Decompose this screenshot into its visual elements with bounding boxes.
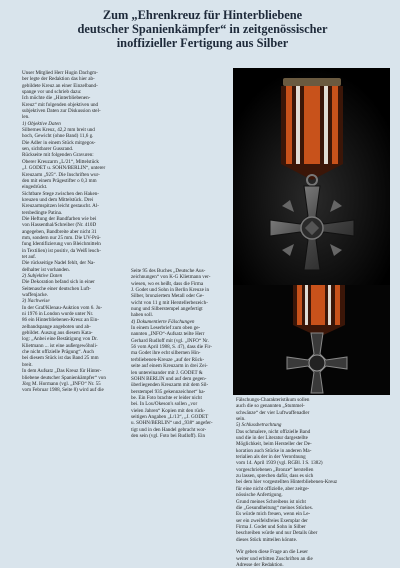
text-line: bei dem hier vorgestellten Hinterbliebenen-Kreuz <box>236 479 338 486</box>
text-line: nung und Silberstempel angefertigt <box>131 306 203 313</box>
text-line: 56 vom April 1988, S. 47), dass die Fir- <box>131 344 212 351</box>
text-line: Unser Mitglied Herr Hugin Dachgm- <box>22 70 98 76</box>
text-line: Rückseite mit folgenden Gravuren: <box>22 152 94 159</box>
text-line: vorgeschriebenen „Bronze“ herstellen <box>236 466 314 473</box>
medal-front-illustration <box>233 68 390 285</box>
text-line: seite auf einem Kreuzarm in drei Zei- <box>131 363 208 370</box>
text-line: Silbernes Kreuz, 42,2 mm breit und <box>22 127 95 134</box>
medal-photo-reverse <box>233 285 390 395</box>
text-line: waffenjacke. <box>22 292 49 299</box>
text-line: tet auf. <box>22 253 37 260</box>
text-line: fung Identifizierung von Bleichmitteln <box>22 241 101 248</box>
text-line: Silber, bronziertem Metall oder Ge- <box>131 293 204 300</box>
title-line-3: inoffizieller Fertigung aus Silber <box>116 36 289 50</box>
text-line: tersbedingte Patina. <box>22 209 63 216</box>
text-line: In der Graf/Klenau-Auktion vom 6. Ju- <box>22 304 103 311</box>
text-line: von Hassenthal/Schreiber (Nr. 410D <box>22 222 97 229</box>
text-line: tigt und in den Handel gebracht wor- <box>131 426 207 433</box>
text-line: ser ein zweifelsfreies Exemplar der <box>236 517 308 524</box>
text-line: terbliebenen-Kreuze „auf der Rück- <box>131 356 205 363</box>
text-column-2 <box>131 268 229 439</box>
text-line: Die Heftung der Bandfarben wie bei <box>22 215 97 222</box>
text-line: ni 1976 in London wurde unter Nr. <box>22 311 94 318</box>
text-line: In dem Aufsatz „Das Kreuz für Hinter- <box>22 368 102 375</box>
ribbon-front <box>281 86 343 180</box>
text-line: spange vor und schrieb dazu: <box>22 89 82 96</box>
text-line: J. Godet und Sohn in Berlin Kreuze in <box>131 287 210 294</box>
text-line: Seite 95 des Buches „Deutsche Aus- <box>131 268 206 274</box>
title-line-1: Zum „Ehrenkreuz für Hinterbliebene <box>102 8 303 22</box>
text-line: haben soll. <box>131 312 154 319</box>
text-line: wicht von 11 g mit Herstellerbezeich- <box>131 299 208 306</box>
text-line: Kreuzarmspitzen leicht gestaucht. Al- <box>22 203 99 210</box>
text-line: beschreiben würde und nur Details über <box>236 530 318 537</box>
text-line: Ich möchte die „Hinterbliebenen- <box>22 95 91 102</box>
text-line: bliebene deutscher Spanienkämpfer“ von <box>22 374 106 381</box>
text-line: SOHN BERLIN und auf dem gegen- <box>131 375 207 382</box>
text-column-1 <box>22 70 126 394</box>
text-line: auch die so genannten „Stummel- <box>236 403 305 410</box>
text-line: gebildet. Auszug aus diesem Kata- <box>22 330 93 337</box>
text-line: mm, sondern nur 25 mm. Die UV-Prü- <box>22 234 101 241</box>
text-line: Wir geben diese Frage an die Leser <box>236 549 308 556</box>
text-line: sen, sichtbarer Gussrand. <box>22 146 74 153</box>
text-line: 3) Nachweise <box>22 298 50 305</box>
text-line: die „Gesundheitung“ meines Stückes. <box>236 504 313 511</box>
text-line: bei diesem Stück ist das Band 25 mm <box>22 355 99 362</box>
text-line: vielen Jahren“ Kopien mit den rück- <box>131 407 206 414</box>
text-line: nannten „INFO“-Aufsatz teilte Herr <box>131 331 205 338</box>
text-line: Grund meines Schreibens ist nicht <box>236 498 306 505</box>
text-line: wiesen, wo es heißt, dass die Firma <box>131 280 204 287</box>
text-line: kreuzen und dem Mittelstück. Drei <box>22 196 94 203</box>
text-line: angegeben, Bandbreite aber nicht 31 <box>22 228 97 235</box>
text-line: Kreuz“ mit folgenden objektiven und <box>22 101 99 108</box>
text-line: breit. <box>22 361 33 368</box>
text-line: len untereinander mit J. GODET & <box>131 369 203 376</box>
text-line: 86 ein Hinterbliebenen-Kreuz an Ein- <box>22 317 99 324</box>
text-line: Sichtbare Stege zwischen den Haken- <box>22 190 99 197</box>
text-line: seitigen Angaben „L/13“, „J. GODET <box>131 413 209 420</box>
title-line-2: deutscher Spanienkämpfer“ in zeitgenössischer <box>77 22 328 36</box>
text-line: Seitenasche einer deutschen Luft- <box>22 285 91 292</box>
text-line: für eine nicht offizielle, aber zeitge- <box>236 485 310 492</box>
text-line: che nicht offizielle Prägung“. Auch <box>22 349 94 356</box>
text-line: gebildete Kreuz an einer Einzelband- <box>22 82 98 89</box>
text-line: Es würde mich freuen, wenn ein Le- <box>236 511 311 518</box>
text-line: 4) Dokumentierte Fälschungen <box>131 318 195 325</box>
text-line: Jörg M. Hormann (vgl. „INFO“ Nr. 55 <box>22 380 101 387</box>
text-line: dieses Stück mitteilen könnte. <box>236 536 298 543</box>
text-line: Kreuzarm „925“. Die Inschriften wur- <box>22 171 100 178</box>
text-column-3 <box>236 397 386 568</box>
text-line: schwänze“ der vier Luftwaffenadler <box>236 409 310 416</box>
text-line: delhalter ist vorhanden. <box>22 266 70 273</box>
text-line: den mit einem Prägestifter o 0,3 mm <box>22 177 97 184</box>
text-line: weiter und erbitten Zuschriften an die <box>236 555 313 562</box>
text-line: hoch, Gewicht (ohne Band) 11,6 g. <box>22 133 94 140</box>
text-line: Die Dekoration befand sich in einer <box>22 279 95 286</box>
text-line: bei. In Lou/Okeson's sollen „vor <box>131 401 198 408</box>
text-line: koration auch Stücke in anderen Ma- <box>236 447 312 454</box>
text-line: In einem Leserbrief zum oben ge- <box>131 325 201 332</box>
text-line: Fälschungs-Charakteristikum sollen <box>236 397 310 403</box>
text-line: berstempel 935 gekennzeichnet“ ha- <box>131 388 206 395</box>
medal-reverse-illustration <box>233 285 390 395</box>
text-line: überliegenden Kreuzarm mit dem Sil- <box>131 382 209 389</box>
text-line: u. SOHN/BERLIN“ und „938“ angefer- <box>131 420 213 427</box>
text-line: Firma J. Godet und Sohn in Silber <box>236 523 306 530</box>
text-line: vom 14. April 1939 (vgl. RGBl. I S. 1382) <box>236 460 323 467</box>
text-line: in Textilien) ist positiv, da Weiß leuch- <box>22 247 101 254</box>
text-line: Die rückseitige Nadel fehlt, der Na- <box>22 260 95 267</box>
text-line: zelbandspange angeboten und ab- <box>22 323 91 330</box>
text-line: ber legte der Redaktion das hier ab- <box>22 76 95 83</box>
text-line: 5) Schlussbetrachtung <box>236 422 282 429</box>
text-line: Gerhard Rudloff mit (vgl. „INFO“ Nr. <box>131 337 209 344</box>
text-line: Die Adler in einem Stück mitgegos- <box>22 139 96 146</box>
medal-photo-front <box>233 68 390 285</box>
text-line: be. Ein Foto brachte er leider nicht <box>131 394 202 401</box>
text-line: 1) Objektive Daten <box>22 120 61 127</box>
text-line: len. <box>22 114 30 121</box>
article-title <box>30 8 375 50</box>
text-line: Möglichkeit, beim Hersteller der De- <box>236 441 312 448</box>
text-line: Das schmalere, nicht offizielle Band <box>236 428 311 435</box>
text-line: und die in der Literatur dargestellte <box>236 435 308 442</box>
text-line: 2) Subjektive Daten <box>22 273 63 279</box>
text-line: Adresse der Redaktion. <box>236 561 284 568</box>
text-line: zu lassen, sprechen dafür, dass es sich <box>236 473 314 480</box>
text-line: Oberer Kreuzarm „L/21“, Mittelstück <box>22 158 99 165</box>
text-line: nössische Anfertigung. <box>236 492 283 499</box>
text-line: subjektiven Daten zur Diskussion stel- <box>22 108 101 115</box>
text-line: den sein (vgl. Foto bei Rudloff). Ein <box>131 432 206 439</box>
text-line: sein. <box>236 416 246 423</box>
text-line: Klietmann ... ist eine außergewöhnli- <box>22 342 98 349</box>
text-line: terialien als der in der Verordnung <box>236 454 306 461</box>
text-line: eingedrückt. <box>22 184 48 191</box>
text-line: log: „Anbei eine Bestätigung von Dr. <box>22 336 98 343</box>
text-line: zeichnungen“ von K-G Klietmann ver- <box>131 274 211 281</box>
text-line: ma Godet ihre echt silbernen Hin- <box>131 350 201 357</box>
text-line: vom Februar 1988, Seite 8) wird auf die <box>22 387 104 394</box>
text-line: „J. GODET u. SOHN/BERLIN“, unterer <box>22 165 106 172</box>
